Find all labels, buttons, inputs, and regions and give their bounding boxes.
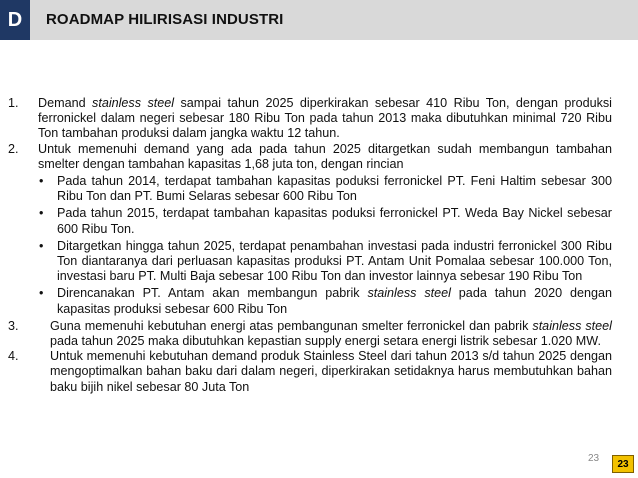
page-number-badge: 23 — [612, 455, 634, 473]
bullet-icon: • — [39, 206, 44, 221]
bullet-icon: • — [39, 286, 44, 301]
italic-term: stainless steel — [367, 286, 451, 301]
list-text — [38, 96, 612, 142]
list-number: 4. — [8, 349, 19, 364]
list-text — [50, 319, 612, 349]
text-segment: pada tahun 2020 dengan kapasitas produksi sebesar 600 Ribu Ton — [57, 286, 612, 316]
bullet-icon: • — [39, 174, 44, 189]
text-segment: Demand — [38, 96, 93, 110]
sub-bullet-list — [39, 174, 612, 317]
header-bar — [0, 0, 638, 40]
list-number: 1. — [8, 96, 19, 110]
bullet-item — [39, 206, 612, 236]
list-text: Untuk memenuhi kebutuhan demand produk Stainless Steel dari tahun 2013 s/d tahun 2025 dengan mengoptimalkan bahan baku dari dalam negeri, diperkirakan setidaknya harus membutuhkan bahan baku bijih nikel sebesar 80 Juta Ton — [50, 349, 612, 394]
list-item-1 — [8, 96, 612, 142]
page-number: 23 — [588, 453, 600, 464]
bullet-icon: • — [39, 238, 44, 253]
section-badge: D — [0, 0, 30, 40]
list-number: 2. — [8, 141, 19, 156]
content-body — [8, 96, 612, 395]
bullet-text: Pada tahun 2015, terdapat tambahan kapasitas poduksi ferronickel PT. Weda Bay Nickel sebesar 600 Ribu Ton. — [57, 206, 612, 236]
bullet-text — [57, 286, 612, 316]
bullet-item — [39, 174, 612, 204]
italic-term: stainless steel — [92, 96, 175, 110]
bullet-item — [39, 238, 612, 285]
bullet-item — [39, 286, 612, 316]
list-item-3 — [8, 319, 612, 349]
bullet-text: Pada tahun 2014, terdapat tambahan kapasitas poduksi ferronickel PT. Feni Haltim sebesar 300 Ribu Ton dan PT. Bumi Selaras sebesar 600 Ribu Ton — [57, 174, 612, 204]
list-text: Untuk memenuhi demand yang ada pada tahun 2025 ditargetkan sudah membangun tambahan smelter dengan tambahan kapasitas 1,68 juta ton, dengan rincian — [38, 141, 612, 171]
list-item-4 — [8, 349, 612, 395]
text-segment: Direncanakan PT. Antam akan membangun pabrik — [57, 286, 368, 301]
list-item-2 — [8, 142, 612, 172]
text-segment: sampai tahun 2025 diperkirakan sebesar 410 Ribu Ton, dengan produksi ferronickel dalam negeri sebesar 180 Ribu Ton pada tahun 2013 maka dibutuhkan minimal 720 Ribu Ton tambahan produksi dalam jangka waktu 12 tahun. — [38, 96, 612, 141]
bullet-text: Ditargetkan hingga tahun 2025, terdapat penambahan investasi pada industri ferronickel 300 Ribu Ton diantaranya dari perluasan kapasitas produksi PT. Antam Unit Pomalaa sebesar 100.000 Ton, investasi baru PT. Multi Baja sebesar 100 Ribu Ton dan investor lainnya sebesar 190 Ribu Ton — [57, 238, 612, 284]
text-segment: pada tahun 2025 maka dibutuhkan kepastian supply energi setara energi listrik sebesar 1.020 MW. — [50, 334, 601, 349]
text-segment: Guna memenuhi kebutuhan energi atas pembangunan smelter ferronickel dan pabrik — [50, 318, 533, 333]
page-title: ROADMAP HILIRISASI INDUSTRI — [46, 11, 284, 28]
italic-term: stainless steel — [532, 318, 612, 333]
list-number: 3. — [8, 318, 19, 333]
